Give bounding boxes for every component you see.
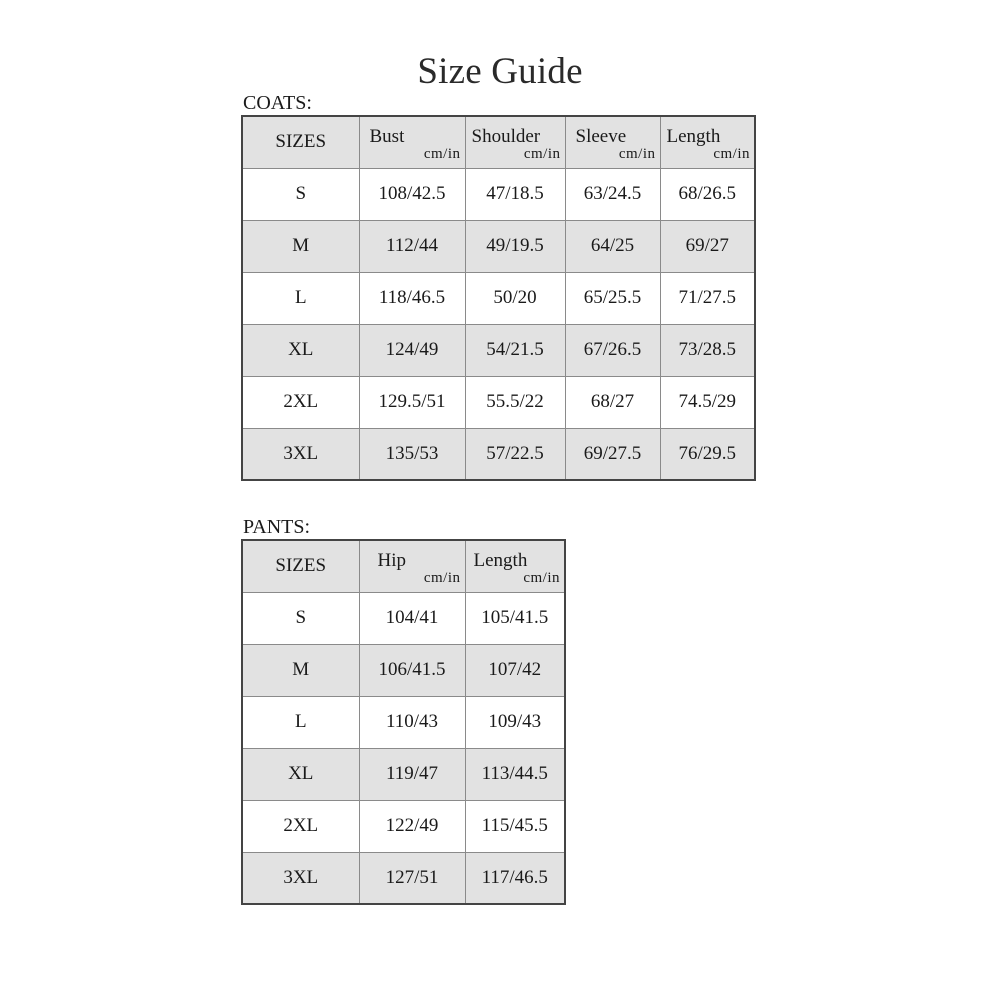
coats-section-label: COATS: — [243, 92, 312, 114]
pants-size-cell: 3XL — [242, 852, 359, 904]
coats-header-bust-name: Bust — [369, 126, 405, 148]
coats-header-length-name: Length — [666, 126, 721, 148]
pants-row-s — [242, 592, 565, 644]
coats-row-2xl — [242, 376, 755, 428]
pants-hip-cell: 127/51 — [359, 852, 465, 904]
coats-row-3xl — [242, 428, 755, 480]
pants-row-l — [242, 696, 565, 748]
pants-length-cell: 107/42 — [465, 644, 565, 696]
coats-size-cell: M — [242, 220, 359, 272]
pants-size-cell: 2XL — [242, 800, 359, 852]
pants-header-length-name: Length — [473, 550, 528, 572]
coats-header-sleeve-unit: cm/in — [618, 146, 656, 163]
coats-header-shoulder-unit: cm/in — [523, 146, 561, 163]
coats-sleeve-cell: 67/26.5 — [565, 324, 660, 376]
pants-row-m — [242, 644, 565, 696]
pants-row-xl — [242, 748, 565, 800]
coats-size-table — [241, 115, 756, 481]
pants-hip-cell: 119/47 — [359, 748, 465, 800]
coats-shoulder-cell: 50/20 — [465, 272, 565, 324]
pants-size-cell: S — [242, 592, 359, 644]
pants-hip-cell: 106/41.5 — [359, 644, 465, 696]
pants-header-row — [242, 540, 565, 592]
coats-row-m — [242, 220, 755, 272]
coats-row-xl — [242, 324, 755, 376]
coats-bust-cell: 118/46.5 — [359, 272, 465, 324]
pants-header-length-unit: cm/in — [523, 570, 560, 587]
coats-bust-cell: 129.5/51 — [359, 376, 465, 428]
coats-bust-cell: 124/49 — [359, 324, 465, 376]
coats-shoulder-cell: 55.5/22 — [465, 376, 565, 428]
coats-row-l — [242, 272, 755, 324]
coats-size-cell: L — [242, 272, 359, 324]
pants-row-2xl — [242, 800, 565, 852]
coats-sleeve-cell: 69/27.5 — [565, 428, 660, 480]
pants-size-table — [241, 539, 566, 905]
coats-header-shoulder-name: Shoulder — [471, 126, 541, 148]
coats-header-sizes: SIZES — [242, 116, 359, 168]
pants-header-hip-name: Hip — [377, 550, 406, 572]
coats-header-sleeve-name: Sleeve — [575, 126, 627, 148]
coats-length-cell: 74.5/29 — [660, 376, 755, 428]
pants-size-cell: XL — [242, 748, 359, 800]
coats-shoulder-cell: 57/22.5 — [465, 428, 565, 480]
pants-header-length — [465, 540, 565, 592]
coats-header-bust — [359, 116, 465, 168]
coats-length-cell: 71/27.5 — [660, 272, 755, 324]
coats-shoulder-cell: 47/18.5 — [465, 168, 565, 220]
pants-length-cell: 113/44.5 — [465, 748, 565, 800]
pants-size-cell: L — [242, 696, 359, 748]
coats-header-sleeve — [565, 116, 660, 168]
coats-sleeve-cell: 65/25.5 — [565, 272, 660, 324]
coats-header-bust-unit: cm/in — [423, 146, 461, 163]
pants-length-cell: 115/45.5 — [465, 800, 565, 852]
coats-header-shoulder — [465, 116, 565, 168]
coats-size-cell: S — [242, 168, 359, 220]
pants-size-cell: M — [242, 644, 359, 696]
coats-length-cell: 73/28.5 — [660, 324, 755, 376]
pants-length-cell: 105/41.5 — [465, 592, 565, 644]
coats-sleeve-cell: 64/25 — [565, 220, 660, 272]
coats-bust-cell: 135/53 — [359, 428, 465, 480]
pants-header-sizes: SIZES — [242, 540, 359, 592]
coats-size-cell: 3XL — [242, 428, 359, 480]
coats-length-cell: 69/27 — [660, 220, 755, 272]
pants-row-3xl — [242, 852, 565, 904]
coats-length-cell: 76/29.5 — [660, 428, 755, 480]
coats-size-cell: XL — [242, 324, 359, 376]
coats-header-row — [242, 116, 755, 168]
pants-hip-cell: 104/41 — [359, 592, 465, 644]
pants-hip-cell: 110/43 — [359, 696, 465, 748]
pants-header-hip-unit: cm/in — [423, 570, 461, 587]
coats-row-s — [242, 168, 755, 220]
coats-size-cell: 2XL — [242, 376, 359, 428]
coats-header-length-unit: cm/in — [713, 146, 750, 163]
pants-length-cell: 109/43 — [465, 696, 565, 748]
coats-sleeve-cell: 63/24.5 — [565, 168, 660, 220]
coats-shoulder-cell: 49/19.5 — [465, 220, 565, 272]
page-title: Size Guide — [417, 51, 583, 92]
coats-header-length — [660, 116, 755, 168]
pants-length-cell: 117/46.5 — [465, 852, 565, 904]
coats-shoulder-cell: 54/21.5 — [465, 324, 565, 376]
coats-sleeve-cell: 68/27 — [565, 376, 660, 428]
coats-bust-cell: 108/42.5 — [359, 168, 465, 220]
coats-length-cell: 68/26.5 — [660, 168, 755, 220]
pants-header-hip — [359, 540, 465, 592]
pants-section-label: PANTS: — [243, 516, 311, 538]
coats-bust-cell: 112/44 — [359, 220, 465, 272]
pants-hip-cell: 122/49 — [359, 800, 465, 852]
